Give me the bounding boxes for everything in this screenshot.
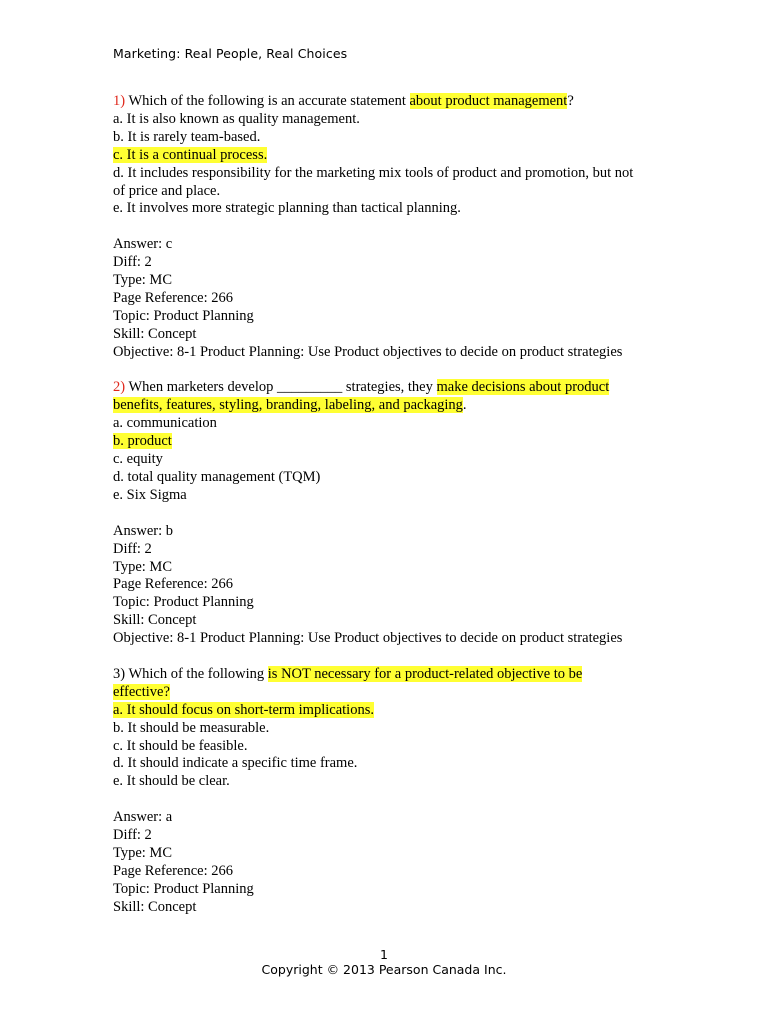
option-d: d. It should indicate a specific time frame. <box>113 755 358 772</box>
page-reference-line: Page Reference: 266 <box>113 862 233 879</box>
stem-highlight: effective? <box>113 683 170 700</box>
type-line: Type: MC <box>113 844 172 861</box>
topic-line: Topic: Product Planning <box>113 307 254 324</box>
correct-answer-highlight: c. It is a continual process. <box>113 146 268 163</box>
option-c <box>113 147 663 165</box>
option-a: a. It is also known as quality management. <box>113 110 360 127</box>
difficulty-line: Diff: 2 <box>113 827 152 844</box>
stem-text: Which of the following is an accurate statement <box>125 93 410 109</box>
option-b <box>113 433 663 451</box>
option-a <box>113 702 663 720</box>
question-stem-continued <box>113 397 663 415</box>
stem-highlight: is NOT necessary for a product-related objective to be <box>267 665 583 682</box>
stem-text: . <box>462 397 467 414</box>
correct-answer-highlight: b. product <box>113 433 172 450</box>
topic-line: Topic: Product Planning <box>113 594 254 611</box>
question-stem <box>113 93 663 111</box>
option-d-continued: of price and place. <box>113 182 221 199</box>
skill-line: Skill: Concept <box>113 898 197 915</box>
option-c: c. It should be feasible. <box>113 737 248 754</box>
stem-highlight: benefits, features, styling, branding, labeling, and packaging <box>113 397 463 414</box>
question-number: 2) <box>113 379 126 396</box>
answer-line: Answer: b <box>113 522 174 539</box>
document-body <box>113 93 663 917</box>
option-b: b. It should be measurable. <box>113 719 270 736</box>
document-header: Marketing: Real People, Real Choices <box>113 46 348 61</box>
option-d: d. It includes responsibility for the marketing mix tools of product and promotion, but not <box>113 164 634 181</box>
answer-line: Answer: a <box>113 809 173 826</box>
question-2 <box>113 379 663 648</box>
stem-text: 3) Which of the following <box>113 665 268 682</box>
difficulty-line: Diff: 2 <box>113 254 152 271</box>
option-d: d. total quality management (TQM) <box>113 469 321 485</box>
topic-line: Topic: Product Planning <box>113 880 254 897</box>
skill-line: Skill: Concept <box>113 612 197 629</box>
page-reference-line: Page Reference: 266 <box>113 289 233 306</box>
stem-highlight: about product management <box>409 93 568 109</box>
type-line: Type: MC <box>113 558 172 575</box>
type-line: Type: MC <box>113 272 172 289</box>
page-number: 1 <box>380 947 388 962</box>
question-stem <box>113 379 663 397</box>
option-c: c. equity <box>113 451 163 468</box>
correct-answer-highlight: a. It should focus on short-term implications. <box>113 701 374 718</box>
question-number: 1) <box>113 93 126 109</box>
option-e: e. Six Sigma <box>113 486 187 503</box>
answer-line: Answer: c <box>113 236 173 253</box>
copyright-notice: Copyright © 2013 Pearson Canada Inc. <box>261 962 507 977</box>
question-stem-continued <box>113 684 663 702</box>
skill-line: Skill: Concept <box>113 325 197 342</box>
difficulty-line: Diff: 2 <box>113 540 152 557</box>
objective-line: Objective: 8-1 Product Planning: Use Product objectives to decide on product strategies <box>113 630 623 647</box>
question-stem <box>113 666 663 684</box>
option-e: e. It should be clear. <box>113 773 230 790</box>
stem-text: When marketers develop _________ strategies, they <box>125 379 437 396</box>
stem-highlight: make decisions about product <box>436 379 610 396</box>
option-e: e. It involves more strategic planning than tactical planning. <box>113 200 461 217</box>
objective-line: Objective: 8-1 Product Planning: Use Product objectives to decide on product strategies <box>113 343 623 360</box>
page-reference-line: Page Reference: 266 <box>113 576 233 593</box>
question-3 <box>113 666 663 917</box>
stem-text: ? <box>567 93 574 109</box>
question-1 <box>113 93 663 362</box>
option-b: b. It is rarely team-based. <box>113 128 261 145</box>
option-a: a. communication <box>113 415 217 432</box>
